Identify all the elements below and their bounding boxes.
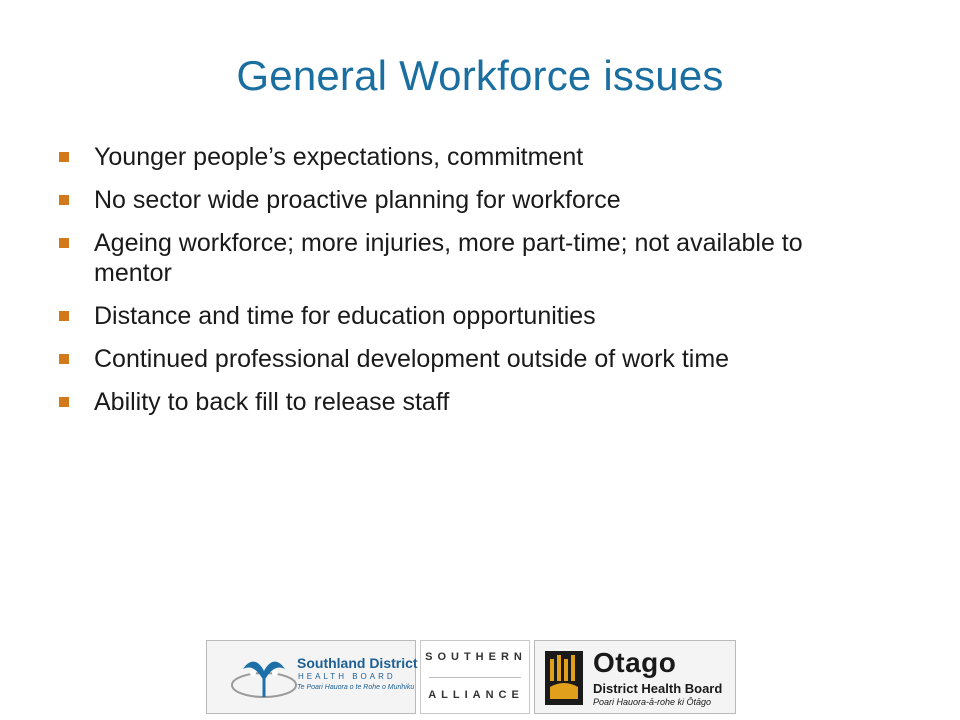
bullet-text: Continued professional development outside of work time bbox=[94, 345, 730, 373]
bullet-item bbox=[56, 185, 856, 215]
bullet-square-icon bbox=[59, 152, 69, 162]
bullet-item bbox=[56, 301, 856, 331]
slide-title: General Workforce issues bbox=[236, 52, 724, 99]
alliance-top-word: SOUTHERN bbox=[425, 651, 527, 663]
otago-logo bbox=[534, 640, 736, 714]
southland-subtitle: HEALTH BOARD bbox=[298, 672, 396, 681]
southland-maori-name: Te Poari Hauora o te Rohe o Murihiku bbox=[297, 684, 415, 691]
alliance-divider bbox=[429, 677, 521, 678]
otago-maori-name: Poari Hauora-ā-rohe ki Ōtāgo bbox=[593, 697, 712, 707]
bullet-text: Ageing workforce; more injuries, more part-time; not available to mentor bbox=[94, 229, 803, 287]
bullet-item bbox=[56, 387, 856, 417]
bullet-item bbox=[56, 344, 856, 374]
southland-emblem-icon bbox=[229, 651, 299, 703]
bullet-text: Younger people’s expectations, commitment bbox=[94, 143, 584, 171]
bullet-text: Distance and time for education opportunities bbox=[94, 302, 596, 330]
bullet-square-icon bbox=[59, 397, 69, 407]
footer-logo-bar bbox=[206, 640, 736, 716]
otago-emblem-icon bbox=[545, 651, 583, 705]
southland-name: Southland District bbox=[297, 655, 418, 671]
bullet-square-icon bbox=[59, 238, 69, 248]
bullet-item bbox=[56, 228, 856, 288]
bullet-item bbox=[56, 142, 856, 172]
bullet-square-icon bbox=[59, 354, 69, 364]
bullet-square-icon bbox=[59, 311, 69, 321]
bullet-text: No sector wide proactive planning for workforce bbox=[94, 186, 621, 214]
southern-alliance-logo bbox=[420, 640, 530, 714]
otago-name: Otago bbox=[593, 647, 677, 678]
bullet-square-icon bbox=[59, 195, 69, 205]
otago-subtitle: District Health Board bbox=[593, 681, 723, 696]
bullet-text: Ability to back fill to release staff bbox=[94, 388, 450, 416]
alliance-bottom-word: ALLIANCE bbox=[428, 689, 524, 701]
bullet-list bbox=[56, 142, 856, 430]
southland-logo bbox=[206, 640, 416, 714]
